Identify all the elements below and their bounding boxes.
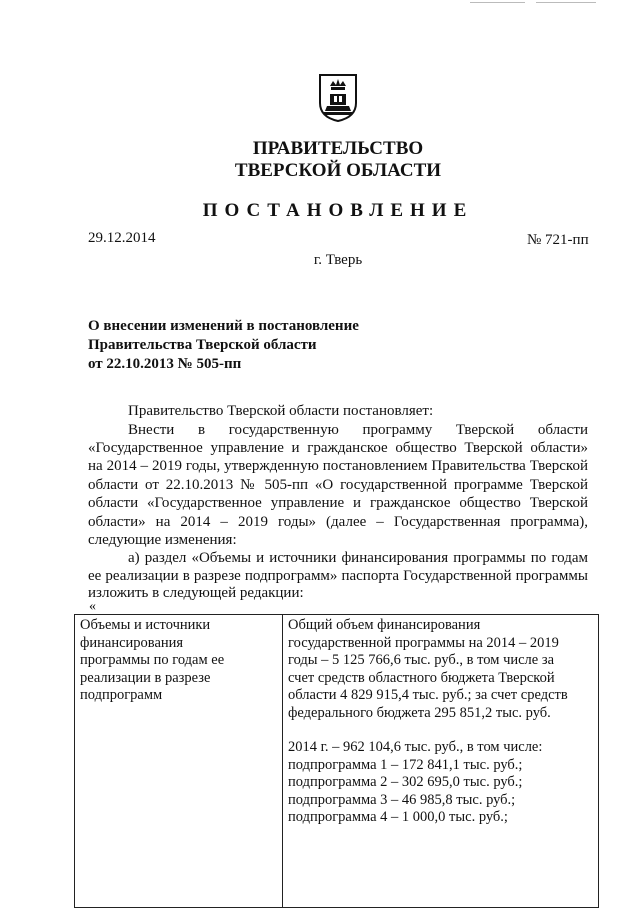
cell-line: государственной программы на 2014 – 2019 (288, 634, 559, 651)
cell-line: области 4 829 915,4 тыс. руб.; за счет средств (288, 687, 568, 703)
subject-line: О внесении изменений в постановление (88, 318, 359, 334)
document-type-title: ПОСТАНОВЛЕНИЕ (202, 200, 474, 221)
intro-line: Правительство Тверской области постановляет: (128, 403, 434, 419)
body-line: области» на 2014 – 2019 годы» (далее – Государственная программа), (88, 514, 588, 530)
decree-date: 29.12.2014 (88, 230, 156, 246)
body-line: изложить в следующей редакции: (88, 585, 304, 601)
cell-line: Общий объем финансирования (288, 617, 481, 633)
body-line: следующие изменения: (88, 532, 237, 548)
scan-artifact (470, 2, 525, 3)
scan-artifact (536, 2, 596, 3)
cell-line: подпрограмма 2 – 302 695,0 тыс. руб.; (288, 774, 523, 790)
body-line: «Государственное управление и гражданское общество Тверской области» (88, 440, 588, 456)
cell-line: 2014 г. – 962 104,6 тыс. руб., в том числе: (288, 739, 543, 755)
government-name-line2: ТВЕРСКОЙ ОБЛАСТИ (234, 160, 442, 181)
table-cell-value (283, 615, 599, 908)
cell-line: программы по годам ее (80, 652, 225, 668)
cell-line: подпрограмма 3 – 46 985,8 тыс. руб.; (288, 791, 516, 808)
cell-line: подпрограмм (80, 687, 163, 703)
decree-city: г. Тверь (313, 252, 363, 268)
cell-line: реализации в разрезе (80, 669, 211, 686)
body-line: Внести в государственную программу Тверской области (128, 422, 588, 438)
table-row (75, 615, 599, 908)
body-line: а) раздел «Объемы и источники финансирования программы по годам (128, 550, 588, 566)
subject-line: Правительства Тверской области (88, 337, 317, 353)
body-line: области от 22.10.2013 № 505-пп «О государственной программе Тверской (88, 477, 588, 493)
cell-line: счет средств областного бюджета Тверской (288, 669, 555, 686)
tver-coat-of-arms-emblem (318, 73, 358, 123)
table-cell-label (75, 615, 283, 908)
cell-line: Объемы и источники (80, 617, 211, 633)
body-line: ее реализации в разрезе подпрограмм» паспорта Государственной программы (88, 568, 588, 584)
body-line: на 2014 – 2019 годы, утвержденную постановлением Правительства Тверской (88, 458, 588, 474)
cell-spacer (288, 722, 593, 739)
decree-subject (88, 317, 359, 374)
body-line: области «Государственное управление и гражданское общество Тверской (88, 495, 588, 511)
cell-line: подпрограмма 1 – 172 841,1 тыс. руб.; (288, 756, 523, 773)
cell-line: финансирования (80, 634, 184, 651)
cell-line: подпрограмма 4 – 1 000,0 тыс. руб.; (288, 809, 508, 825)
subject-line: от 22.10.2013 № 505-пп (88, 356, 242, 372)
financing-table (74, 614, 599, 908)
opening-quote-mark: « (89, 599, 96, 614)
cell-line: федерального бюджета 295 851,2 тыс. руб. (288, 704, 551, 721)
cell-line: годы – 5 125 766,6 тыс. руб., в том числе за (288, 652, 555, 668)
government-name-line1: ПРАВИТЕЛЬСТВО (252, 138, 424, 159)
decree-number: № 721-пп (527, 232, 589, 248)
